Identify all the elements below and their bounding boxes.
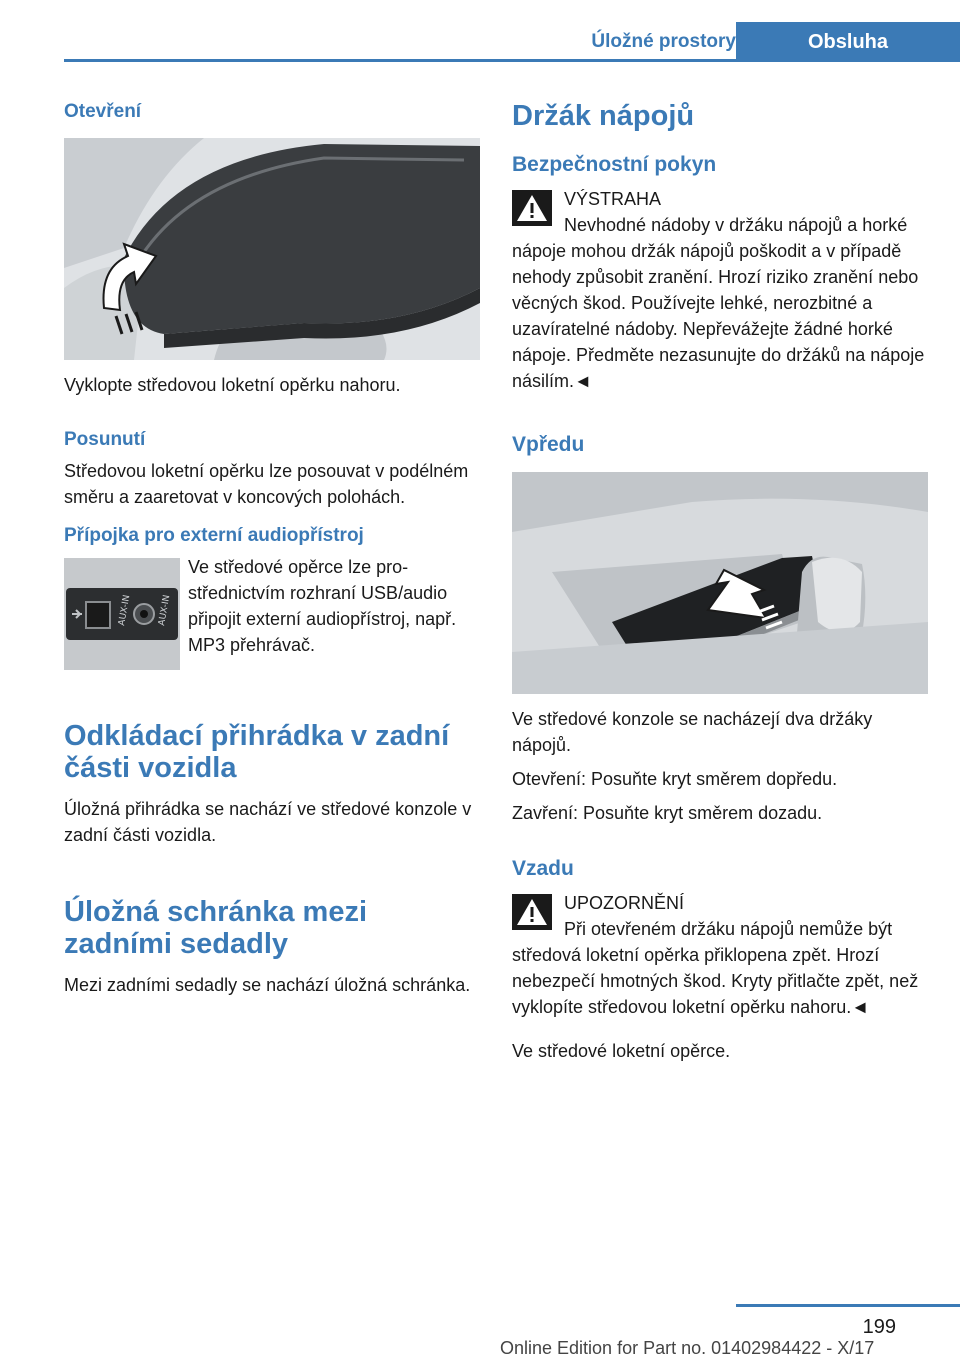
warning-triangle-icon: [512, 190, 552, 226]
warning-text: Nevhodné nádoby v držáku nápojů a horké nápoje mohou držák nápojů poškodit a v případě nehody způsobit zranění. Hrozí riziko zranění nebo věcných škod. Používejte lehké, nerozbitné a uzavíratelné nádoby. Nepřevážejte žádné horké nápoje. Předměte nezasunujte do držáků na nápoje násilím.◄: [512, 215, 925, 391]
caution-label: UPOZORNĚNÍ: [564, 893, 685, 913]
heading-front: Vpředu: [512, 433, 585, 456]
caution-block: [512, 890, 928, 1028]
storage-box-text: Mezi zadními sedadly se nachází úložná schránka.: [64, 975, 471, 995]
warning-triangle-icon: [512, 894, 552, 930]
page-number: 199: [862, 1316, 896, 1338]
front-text-1: Ve středové konzole se nacházejí dva držáky nápojů.: [512, 709, 873, 755]
header-chapter-tab: Obsluha: [736, 22, 960, 62]
front-text-2: Otevření: Posuňte kryt směrem dopředu.: [512, 769, 838, 789]
heading-cup-holder: Držák nápojů: [512, 100, 695, 132]
audio-jack-block: [64, 558, 480, 670]
footer-rule: [736, 1304, 960, 1307]
heading-open: Otevření: [64, 101, 142, 122]
right-column: [512, 100, 928, 1072]
front-cup-holder-figure: [512, 472, 928, 694]
warning-block: [512, 186, 928, 402]
page-header: [64, 22, 960, 62]
front-cup-holder-illustration: [512, 472, 928, 694]
edition-note: Online Edition for Part no. 01402984422 - X/17: [500, 1338, 875, 1358]
open-instruction: Vyklopte středovou loketní opěrku nahoru.: [64, 375, 401, 395]
caution-text: Při otevřeném držáku nápojů nemůže být středová loketní opěrka přiklopena zpět. Hrozí nebezpečí hmotných škod. Kryty přitlačte zpět, než vyklopíte středovou loketní opěrku nahoru.◄: [512, 919, 919, 1017]
left-column: [64, 100, 480, 1006]
front-text-3: Zavření: Posuňte kryt směrem dozadu.: [512, 803, 823, 823]
usb-aux-illustration: [64, 558, 180, 670]
rear-tray-text: Úložná přihrádka se nachází ve středové konzole v zadní části vozidla.: [64, 799, 472, 845]
heading-rear: Vzadu: [512, 857, 574, 880]
header-section-title: Úložné prostory: [591, 31, 736, 52]
rear-text: Ve středové loketní opěrce.: [512, 1041, 731, 1061]
heading-audio-jack: Přípojka pro externí audiopřístroj: [64, 525, 364, 546]
aux-label-left: AUX-IN: [117, 594, 133, 627]
armrest-illustration: [64, 138, 480, 360]
aux-label-right: AUX-IN: [157, 594, 173, 627]
heading-storage-box: Úložná schránka mezi zadními sedadly: [64, 896, 367, 960]
heading-safety: Bezpečnostní pokyn: [512, 153, 717, 176]
audio-jack-text: Ve středové opěrce lze prostřednictvím rozhraní USB/audio připojit externí audiopřístroj, např. MP3 přehrávač.: [188, 558, 457, 655]
heading-shift: Posunutí: [64, 429, 146, 450]
warning-label: VÝSTRAHA: [564, 189, 662, 209]
usb-aux-figure: [64, 558, 180, 670]
shift-instruction: Středovou loketní opěrku lze posouvat v podélném směru a zaaretovat v koncových polohách.: [64, 461, 469, 507]
header-rule: [64, 59, 960, 62]
armrest-figure: [64, 138, 480, 360]
heading-rear-tray: Odkládací přihrádka v zadní části vozidla: [64, 720, 450, 784]
